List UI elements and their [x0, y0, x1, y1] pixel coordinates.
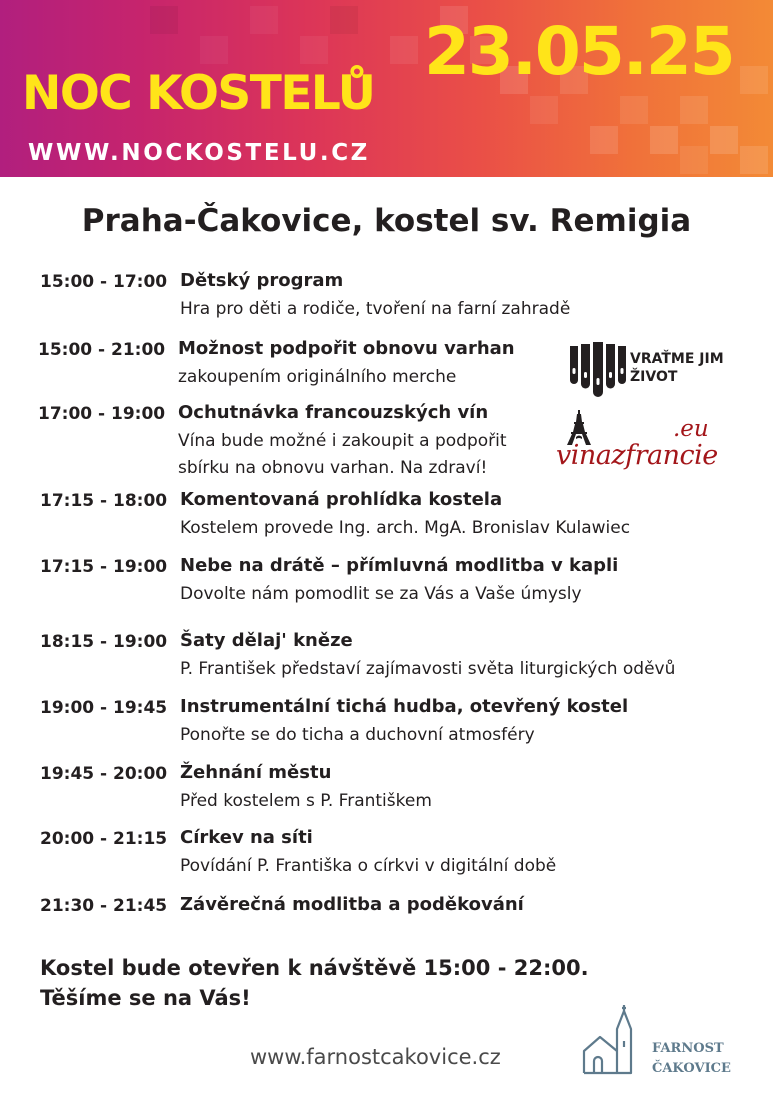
program-title: Ochutnávka francouzských vín — [178, 402, 489, 423]
event-date: 23.05.25 — [424, 13, 734, 90]
program-title: Možnost podpořit obnovu varhan — [178, 338, 515, 359]
program-title: Žehnání městu — [180, 762, 332, 783]
parish-website-link[interactable]: www.farnostcakovice.cz — [250, 1045, 501, 1069]
program-time: 19:00 - 19:45 — [40, 698, 168, 718]
program-description: P. František představí zajímavosti světa liturgických oděvů — [180, 659, 676, 679]
program-title: Komentovaná prohlídka kostela — [180, 489, 503, 510]
program-time: 15:00 - 21:00 — [38, 340, 166, 360]
program-description: Před kostelem s P. Františkem — [180, 791, 432, 811]
program-description: Hra pro děti a rodiče, tvoření na farní zahradě — [180, 299, 571, 319]
program-description: Ponořte se do ticha a duchovní atmosféry — [180, 725, 535, 745]
program-description: Povídání P. Františka o církvi v digitální době — [180, 856, 557, 876]
program-description: Dovolte nám pomodlit se za Vás a Vaše úmysly — [180, 584, 582, 604]
program-title: Závěrečná modlitba a poděkování — [180, 894, 524, 915]
organ-pipes-icon — [568, 340, 628, 400]
opening-hours-note: Kostel bude otevřen k návštěvě 15:00 - 22:00. Těšíme se na Vás! — [40, 956, 589, 1010]
program-time: 17:15 - 18:00 — [40, 491, 168, 511]
program-description: Kostelem provede Ing. arch. MgA. Bronislav Kulawiec — [180, 518, 631, 538]
program-time: 17:00 - 19:00 — [38, 404, 166, 424]
program-time: 15:00 - 17:00 — [40, 272, 168, 292]
program-title: Nebe na drátě – přímluvná modlitba v kapli — [180, 555, 619, 576]
program-title: Instrumentální tichá hudba, otevřený kostel — [180, 696, 629, 717]
parish-logo — [580, 1003, 760, 1083]
wine-brand: vinazfrancie — [556, 440, 718, 471]
header-banner — [0, 0, 773, 177]
program-title: Šaty dělaj' kněze — [180, 630, 353, 651]
program-time: 18:15 - 19:00 — [40, 632, 168, 652]
program-time: 19:45 - 20:00 — [40, 764, 168, 784]
program-time: 17:15 - 19:00 — [40, 557, 168, 577]
wine-shop-logo — [556, 410, 736, 478]
event-url[interactable]: WWW.NOCKOSTELU.CZ — [28, 140, 370, 166]
organ-campaign-text: VRAŤME JIM ŽIVOT — [630, 351, 724, 385]
program-description: Vína bude možné i zakoupit a podpořit sbírku na obnovu varhan. Na zdraví! — [178, 431, 507, 478]
organ-campaign-logo — [568, 340, 728, 400]
program-time: 20:00 - 21:15 — [40, 829, 168, 849]
program-title: Církev na síti — [180, 827, 313, 848]
church-icon — [580, 1003, 640, 1083]
wine-domain: .eu — [673, 416, 709, 442]
program-title: Dětský program — [180, 270, 344, 291]
program-time: 21:30 - 21:45 — [40, 896, 168, 916]
parish-name: FARNOST ČAKOVICE — [652, 1041, 731, 1076]
page-title: Praha-Čakovice, kostel sv. Remigia — [81, 203, 692, 239]
event-title: NOC KOSTELŮ — [22, 66, 375, 121]
program-description: zakoupením originálního merche — [178, 367, 457, 387]
